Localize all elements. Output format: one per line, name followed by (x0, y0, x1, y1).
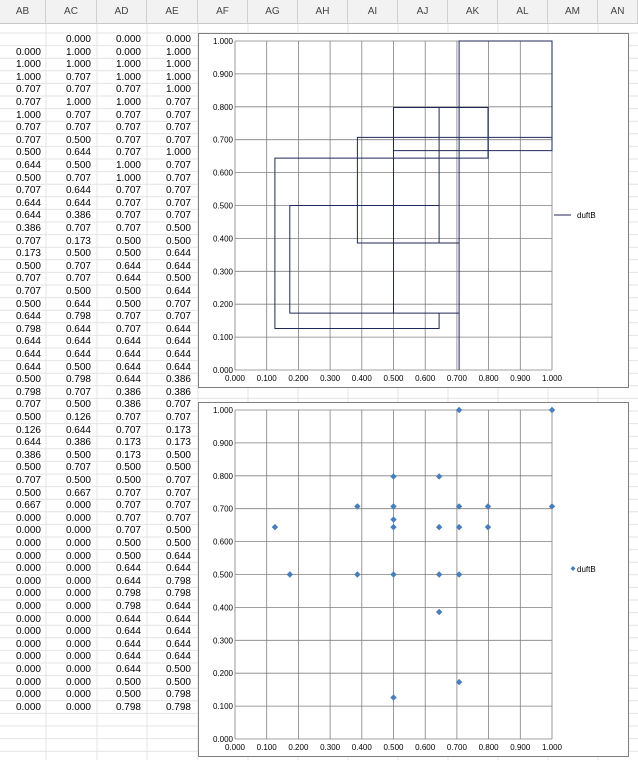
cell-ae-r39[interactable]: 0.707 (165, 512, 191, 524)
column-header-al[interactable]: AL (498, 0, 548, 23)
cell-ab-r41[interactable]: 0.000 (15, 538, 41, 549)
cell-ad-r46[interactable]: 0.798 (115, 601, 141, 612)
cell-ab-r51[interactable]: 0.000 (15, 664, 41, 675)
cell-ab-r35[interactable]: 0.500 (15, 462, 41, 474)
cell-ab-r54[interactable]: 0.000 (15, 701, 41, 713)
cell-ac-r53[interactable]: 0.000 (65, 689, 91, 701)
cell-ae-r24[interactable]: 0.644 (165, 323, 191, 335)
cell-ad-r27[interactable]: 0.644 (115, 361, 141, 373)
column-header-ag[interactable]: AG (248, 0, 298, 23)
scatter-point (549, 407, 555, 413)
x-tick-label: 0.000 (224, 743, 246, 752)
cell-ad-r20[interactable]: 0.644 (115, 273, 141, 285)
cell-ae-r6[interactable]: 0.707 (165, 97, 191, 108)
cell-ab-r53[interactable]: 0.000 (15, 689, 41, 701)
cell-ac-r27[interactable]: 0.500 (65, 361, 91, 373)
cell-ac-r14[interactable]: 0.644 (65, 197, 91, 209)
cell-ae-r36[interactable]: 0.707 (165, 475, 191, 486)
cell-ac-r17[interactable]: 0.173 (65, 235, 91, 247)
legend-label: duftB (577, 211, 596, 220)
cell-ad-r18[interactable]: 0.500 (115, 248, 141, 260)
cell-ac-r25[interactable]: 0.644 (65, 336, 91, 348)
cell-ab-r25[interactable]: 0.644 (15, 336, 41, 348)
cell-ae-r38[interactable]: 0.707 (165, 500, 191, 512)
cell-ae-r29[interactable]: 0.386 (165, 386, 191, 398)
y-tick-label: 0.700 (212, 504, 233, 514)
cell-ac-r37[interactable]: 0.667 (65, 487, 91, 499)
cell-ad-r54[interactable]: 0.798 (115, 701, 141, 713)
cell-ad-r25[interactable]: 0.644 (115, 336, 141, 348)
cell-ab-r37[interactable]: 0.500 (15, 487, 41, 499)
scatter-point (390, 694, 396, 700)
cell-ad-r31[interactable]: 0.707 (115, 412, 141, 423)
cell-ad-r43[interactable]: 0.644 (115, 563, 141, 575)
y-tick-label: 0.100 (212, 333, 233, 343)
x-tick-label: 0.800 (478, 374, 499, 383)
cell-ae-r40[interactable]: 0.500 (165, 525, 191, 537)
cell-ac-r32[interactable]: 0.644 (65, 424, 91, 436)
cell-ad-r11[interactable]: 1.000 (115, 160, 141, 171)
cell-ad-r6[interactable]: 1.000 (115, 97, 141, 108)
y-tick-label: 0.600 (212, 168, 233, 178)
cell-ad-r21[interactable]: 0.500 (115, 286, 141, 297)
column-header-ac[interactable]: AC (46, 0, 97, 23)
x-tick-label: 0.400 (351, 374, 372, 383)
column-header-ak[interactable]: AK (448, 0, 498, 23)
scatter-point (485, 524, 491, 530)
x-tick-label: 1.000 (541, 743, 563, 752)
cell-ab-r52[interactable]: 0.000 (15, 676, 41, 688)
cell-ab-r14[interactable]: 0.644 (15, 197, 41, 209)
cell-ad-r24[interactable]: 0.707 (115, 323, 141, 335)
cell-ab-r29[interactable]: 0.798 (15, 386, 41, 398)
cell-ab-r10[interactable]: 0.500 (15, 147, 41, 159)
cell-ac-r19[interactable]: 0.707 (65, 260, 91, 272)
cell-ad-r34[interactable]: 0.173 (115, 449, 141, 461)
cell-ae-r3[interactable]: 1.000 (165, 59, 191, 71)
cell-ad-r16[interactable]: 0.707 (115, 223, 141, 234)
x-tick-label: 0.100 (256, 743, 277, 752)
cell-ab-r6[interactable]: 0.707 (15, 97, 41, 108)
cell-ad-r51[interactable]: 0.644 (115, 664, 141, 675)
cell-ae-r54[interactable]: 0.798 (165, 701, 191, 713)
y-tick-label: 0.800 (212, 102, 233, 112)
cell-ac-r52[interactable]: 0.000 (65, 676, 91, 688)
cell-ad-r50[interactable]: 0.644 (115, 651, 141, 663)
cell-ac-r16[interactable]: 0.707 (65, 223, 91, 234)
cell-ab-r45[interactable]: 0.000 (15, 588, 41, 600)
x-tick-label: 0.800 (478, 743, 499, 752)
cell-ab-r32[interactable]: 0.126 (15, 424, 41, 436)
cell-ac-r41[interactable]: 0.000 (65, 538, 91, 549)
cell-ae-r26[interactable]: 0.644 (165, 349, 191, 360)
cell-ad-r42[interactable]: 0.500 (115, 550, 141, 562)
scatter-point (287, 571, 293, 577)
cell-ae-r17[interactable]: 0.500 (165, 235, 191, 247)
cell-ac-r51[interactable]: 0.000 (65, 664, 91, 675)
x-tick-label: 0.300 (320, 743, 341, 752)
cell-ab-r44[interactable]: 0.000 (15, 575, 41, 587)
cell-ab-r46[interactable]: 0.000 (15, 601, 41, 612)
cell-ac-r31[interactable]: 0.126 (65, 412, 91, 423)
scatter-point (436, 524, 442, 530)
cell-ad-r14[interactable]: 0.707 (115, 197, 141, 209)
x-tick-label: 0.700 (446, 743, 467, 752)
x-tick-label: 0.400 (351, 743, 372, 752)
cell-ae-r45[interactable]: 0.798 (165, 588, 191, 600)
cell-ab-r38[interactable]: 0.667 (15, 500, 41, 512)
cell-ac-r13[interactable]: 0.644 (65, 185, 91, 197)
cell-ac-r44[interactable]: 0.000 (65, 575, 91, 587)
cell-ae-r9[interactable]: 0.707 (165, 134, 191, 146)
cell-ad-r45[interactable]: 0.798 (115, 588, 141, 600)
cell-ae-r37[interactable]: 0.707 (165, 487, 191, 499)
cell-ab-r16[interactable]: 0.386 (15, 223, 41, 234)
cell-ac-r3[interactable]: 1.000 (65, 59, 91, 71)
cell-ac-r30[interactable]: 0.500 (65, 399, 91, 411)
cell-ad-r30[interactable]: 0.386 (115, 399, 141, 411)
cell-ae-r10[interactable]: 1.000 (165, 147, 191, 159)
cell-ac-r2[interactable]: 1.000 (65, 46, 91, 58)
cell-ac-r39[interactable]: 0.000 (65, 512, 91, 524)
x-tick-label: 0.100 (256, 374, 277, 383)
line-chart-svg (199, 34, 628, 387)
cell-ac-r36[interactable]: 0.500 (65, 475, 91, 486)
cell-ae-r20[interactable]: 0.500 (165, 273, 191, 285)
cell-ad-r13[interactable]: 0.707 (115, 185, 141, 197)
cell-ae-r42[interactable]: 0.644 (165, 550, 191, 562)
column-header-af[interactable]: AF (198, 0, 248, 23)
cell-ad-r1[interactable]: 0.000 (115, 34, 141, 45)
y-tick-label: 0.900 (212, 438, 233, 448)
legend-label: duftB (577, 565, 596, 574)
cell-ab-r15[interactable]: 0.644 (15, 210, 41, 222)
cell-ae-r14[interactable]: 0.707 (165, 197, 191, 209)
x-tick-label: 0.500 (383, 743, 404, 752)
cell-ad-r9[interactable]: 0.707 (115, 134, 141, 146)
scatter-point (272, 524, 278, 530)
cell-ad-r7[interactable]: 0.707 (115, 109, 141, 121)
cell-ab-r47[interactable]: 0.000 (15, 613, 41, 625)
cell-ac-r50[interactable]: 0.000 (65, 651, 91, 663)
cell-ab-r19[interactable]: 0.500 (15, 260, 41, 272)
x-tick-label: 0.000 (224, 374, 246, 383)
column-header-bar (0, 0, 638, 24)
cell-ad-r40[interactable]: 0.707 (115, 525, 141, 537)
cell-ad-r44[interactable]: 0.644 (115, 575, 141, 587)
cell-ae-r31[interactable]: 0.707 (165, 412, 191, 423)
cell-ab-r23[interactable]: 0.644 (15, 311, 41, 323)
column-header-ad[interactable]: AD (97, 0, 147, 23)
cell-ac-r40[interactable]: 0.000 (65, 525, 91, 537)
cell-ac-r20[interactable]: 0.707 (65, 273, 91, 285)
cell-ab-r13[interactable]: 0.707 (15, 185, 41, 197)
cell-ad-r35[interactable]: 0.500 (115, 462, 141, 474)
cell-ac-r9[interactable]: 0.500 (65, 134, 91, 146)
cell-ae-r35[interactable]: 0.500 (165, 462, 191, 474)
cell-ac-r34[interactable]: 0.500 (65, 449, 91, 461)
cell-ad-r4[interactable]: 1.000 (115, 71, 141, 83)
cell-ad-r52[interactable]: 0.500 (115, 676, 141, 688)
cell-ab-r20[interactable]: 0.707 (15, 273, 41, 285)
cell-ab-r5[interactable]: 0.707 (15, 84, 41, 96)
cell-ab-r42[interactable]: 0.000 (15, 550, 41, 562)
cell-ac-r26[interactable]: 0.644 (65, 349, 91, 360)
line-chart[interactable] (198, 33, 629, 388)
cell-ae-r21[interactable]: 0.644 (165, 286, 191, 297)
cell-ac-r28[interactable]: 0.798 (65, 374, 91, 386)
y-tick-label: 0.700 (212, 135, 233, 145)
y-tick-label: 0.000 (212, 366, 233, 375)
y-tick-label: 0.300 (212, 267, 233, 277)
cell-ae-r30[interactable]: 0.707 (165, 399, 191, 411)
cell-ad-r32[interactable]: 0.707 (115, 424, 141, 436)
cell-ae-r41[interactable]: 0.500 (165, 538, 191, 549)
cell-ae-r53[interactable]: 0.798 (165, 689, 191, 701)
cell-ae-r51[interactable]: 0.500 (165, 664, 191, 675)
cell-ac-r11[interactable]: 0.500 (65, 160, 91, 171)
cell-ae-r48[interactable]: 0.644 (165, 626, 191, 638)
cell-ac-r6[interactable]: 1.000 (65, 97, 91, 108)
cell-ab-r21[interactable]: 0.707 (15, 286, 41, 297)
cell-ad-r39[interactable]: 0.707 (115, 512, 141, 524)
cell-ae-r8[interactable]: 0.707 (165, 122, 191, 134)
cell-ac-r8[interactable]: 0.707 (65, 122, 91, 134)
cell-ad-r33[interactable]: 0.173 (115, 437, 141, 449)
cell-ad-r41[interactable]: 0.500 (115, 538, 141, 549)
scatter-point (390, 571, 396, 577)
cell-ad-r26[interactable]: 0.644 (115, 349, 141, 360)
scatter-point (390, 524, 396, 530)
x-tick-label: 0.500 (383, 374, 404, 383)
legend-diamond-marker (571, 566, 576, 571)
cell-ab-r30[interactable]: 0.707 (15, 399, 41, 411)
x-tick-label: 0.700 (446, 374, 467, 383)
scatter-point (390, 473, 396, 479)
y-tick-label: 0.300 (212, 636, 233, 646)
cell-ae-r1[interactable]: 0.000 (165, 34, 191, 45)
cell-ab-r12[interactable]: 0.500 (15, 172, 41, 184)
cell-ae-r34[interactable]: 0.500 (165, 449, 191, 461)
cell-ac-r1[interactable]: 0.000 (65, 34, 91, 45)
y-tick-label: 0.500 (212, 201, 233, 211)
cell-ac-r5[interactable]: 0.707 (65, 84, 91, 96)
y-tick-label: 0.200 (212, 300, 233, 310)
cell-ad-r8[interactable]: 0.707 (115, 122, 141, 134)
cell-ae-r47[interactable]: 0.644 (165, 613, 191, 625)
cell-ac-r33[interactable]: 0.386 (65, 437, 91, 449)
x-tick-label: 0.300 (320, 374, 341, 383)
cell-ac-r24[interactable]: 0.644 (65, 323, 91, 335)
cell-ab-r34[interactable]: 0.386 (15, 449, 41, 461)
cell-ab-r7[interactable]: 1.000 (15, 109, 41, 121)
y-tick-label: 0.000 (212, 735, 233, 744)
cell-ae-r25[interactable]: 0.644 (165, 336, 191, 348)
cell-ae-r23[interactable]: 0.707 (165, 311, 191, 323)
scatter-chart-svg (199, 403, 628, 756)
cell-ae-r13[interactable]: 0.707 (165, 185, 191, 197)
cell-ae-r15[interactable]: 0.707 (165, 210, 191, 222)
cell-ac-r47[interactable]: 0.000 (65, 613, 91, 625)
cell-ad-r36[interactable]: 0.500 (115, 475, 141, 486)
cell-ae-r46[interactable]: 0.644 (165, 601, 191, 612)
x-tick-label: 0.900 (510, 374, 531, 383)
column-header-aj[interactable]: AJ (398, 0, 448, 23)
cell-ac-r15[interactable]: 0.386 (65, 210, 91, 222)
x-tick-label: 0.200 (288, 374, 309, 383)
y-tick-label: 0.500 (212, 570, 233, 580)
y-tick-label: 1.000 (212, 406, 233, 415)
y-tick-label: 0.600 (212, 537, 233, 547)
cell-ab-r40[interactable]: 0.000 (15, 525, 41, 537)
cell-ad-r28[interactable]: 0.644 (115, 374, 141, 386)
column-header-ai[interactable]: AI (348, 0, 398, 23)
cell-ac-r54[interactable]: 0.000 (65, 701, 91, 713)
cell-ad-r17[interactable]: 0.500 (115, 235, 141, 247)
column-header-ah[interactable]: AH (298, 0, 348, 23)
cell-ad-r48[interactable]: 0.644 (115, 626, 141, 638)
cell-ab-r4[interactable]: 1.000 (15, 71, 41, 83)
cell-ae-r43[interactable]: 0.644 (165, 563, 191, 575)
cell-ac-r7[interactable]: 0.707 (65, 109, 91, 121)
column-header-ae[interactable]: AE (147, 0, 198, 23)
cell-ad-r47[interactable]: 0.644 (115, 613, 141, 625)
cell-ab-r43[interactable]: 0.000 (15, 563, 41, 575)
cell-ac-r42[interactable]: 0.000 (65, 550, 91, 562)
y-tick-label: 0.200 (212, 669, 233, 679)
cell-ab-r50[interactable]: 0.000 (15, 651, 41, 663)
cell-ae-r49[interactable]: 0.644 (165, 638, 191, 650)
cell-ac-r35[interactable]: 0.707 (65, 462, 91, 474)
cell-ac-r12[interactable]: 0.707 (65, 172, 91, 184)
cell-ad-r5[interactable]: 0.707 (115, 84, 141, 96)
cell-ab-r39[interactable]: 0.000 (15, 512, 41, 524)
cell-ad-r2[interactable]: 0.000 (115, 46, 141, 58)
x-tick-label: 0.600 (415, 374, 436, 383)
cell-ad-r12[interactable]: 1.000 (115, 172, 141, 184)
cell-ae-r7[interactable]: 0.707 (165, 109, 191, 121)
cell-ae-r52[interactable]: 0.500 (165, 676, 191, 688)
y-tick-label: 0.400 (212, 603, 233, 613)
column-header-an[interactable]: AN (598, 0, 638, 23)
cell-ac-r49[interactable]: 0.000 (65, 638, 91, 650)
cell-ae-r18[interactable]: 0.644 (165, 248, 191, 260)
x-tick-label: 0.600 (415, 743, 436, 752)
cell-ae-r16[interactable]: 0.500 (165, 223, 191, 234)
y-tick-label: 0.100 (212, 702, 233, 712)
cell-ab-r28[interactable]: 0.500 (15, 374, 41, 386)
cell-ad-r22[interactable]: 0.500 (115, 298, 141, 310)
cell-ae-r44[interactable]: 0.798 (165, 575, 191, 587)
y-tick-label: 0.900 (212, 69, 233, 79)
cell-ad-r49[interactable]: 0.644 (115, 638, 141, 650)
cell-ac-r45[interactable]: 0.000 (65, 588, 91, 600)
x-tick-label: 1.000 (541, 374, 563, 383)
cell-ac-r10[interactable]: 0.644 (65, 147, 91, 159)
cell-ad-r15[interactable]: 0.707 (115, 210, 141, 222)
x-tick-label: 0.900 (510, 743, 531, 752)
cell-ae-r19[interactable]: 0.644 (165, 260, 191, 272)
cell-ad-r10[interactable]: 0.707 (115, 147, 141, 159)
column-header-ab[interactable]: AB (0, 0, 46, 23)
cell-ae-r12[interactable]: 0.707 (165, 172, 191, 184)
cell-ac-r18[interactable]: 0.500 (65, 248, 91, 260)
cell-ab-r8[interactable]: 0.707 (15, 122, 41, 134)
cell-ab-r11[interactable]: 0.644 (15, 160, 41, 171)
y-tick-label: 1.000 (212, 37, 233, 46)
cell-ae-r28[interactable]: 0.386 (165, 374, 191, 386)
scatter-point (354, 571, 360, 577)
cell-ae-r32[interactable]: 0.173 (165, 424, 191, 436)
cell-ac-r38[interactable]: 0.000 (65, 500, 91, 512)
cell-ab-r18[interactable]: 0.173 (15, 248, 41, 260)
cell-ac-r23[interactable]: 0.798 (65, 311, 91, 323)
x-tick-label: 0.200 (288, 743, 309, 752)
cell-ac-r21[interactable]: 0.500 (65, 286, 91, 297)
cell-ac-r4[interactable]: 0.707 (65, 71, 91, 83)
cell-ab-r9[interactable]: 0.707 (15, 134, 41, 146)
cell-ab-r49[interactable]: 0.000 (15, 638, 41, 650)
cell-ac-r48[interactable]: 0.000 (65, 626, 91, 638)
y-tick-label: 0.400 (212, 234, 233, 244)
cell-ab-r31[interactable]: 0.500 (15, 412, 41, 423)
column-header-am[interactable]: AM (548, 0, 598, 23)
cell-ac-r22[interactable]: 0.644 (65, 298, 91, 310)
cell-ae-r5[interactable]: 1.000 (165, 84, 191, 96)
scatter-point (436, 609, 442, 615)
cell-ab-r22[interactable]: 0.500 (15, 298, 41, 310)
scatter-point (436, 473, 442, 479)
cell-ad-r37[interactable]: 0.707 (115, 487, 141, 499)
cell-ab-r27[interactable]: 0.644 (15, 361, 41, 373)
scatter-point (436, 571, 442, 577)
cell-ae-r11[interactable]: 0.707 (165, 160, 191, 171)
cell-ab-r33[interactable]: 0.644 (15, 437, 41, 449)
cell-ac-r29[interactable]: 0.707 (65, 386, 91, 398)
cell-ab-r26[interactable]: 0.644 (15, 349, 41, 360)
cell-ad-r38[interactable]: 0.707 (115, 500, 141, 512)
cell-ab-r3[interactable]: 1.000 (15, 59, 41, 71)
cell-ac-r43[interactable]: 0.000 (65, 563, 91, 575)
cell-ad-r53[interactable]: 0.500 (115, 689, 141, 701)
scatter-chart[interactable] (198, 402, 629, 757)
cell-ad-r29[interactable]: 0.386 (115, 386, 141, 398)
cell-ab-r48[interactable]: 0.000 (15, 626, 41, 638)
cell-ae-r22[interactable]: 0.707 (165, 298, 191, 310)
cell-ae-r50[interactable]: 0.644 (165, 651, 191, 663)
cell-ab-r2[interactable]: 0.000 (15, 46, 41, 58)
cell-ae-r4[interactable]: 1.000 (165, 71, 191, 83)
cell-ae-r2[interactable]: 1.000 (165, 46, 191, 58)
scatter-point (390, 516, 396, 522)
cell-ad-r19[interactable]: 0.644 (115, 260, 141, 272)
cell-ae-r33[interactable]: 0.173 (165, 437, 191, 449)
y-tick-label: 0.800 (212, 471, 233, 481)
cell-ab-r17[interactable]: 0.707 (15, 235, 41, 247)
cell-ad-r3[interactable]: 1.000 (115, 59, 141, 71)
cell-ab-r24[interactable]: 0.798 (15, 323, 41, 335)
cell-ae-r27[interactable]: 0.644 (165, 361, 191, 373)
cell-ab-r36[interactable]: 0.707 (15, 475, 41, 486)
cell-ac-r46[interactable]: 0.000 (65, 601, 91, 612)
cell-ad-r23[interactable]: 0.707 (115, 311, 141, 323)
